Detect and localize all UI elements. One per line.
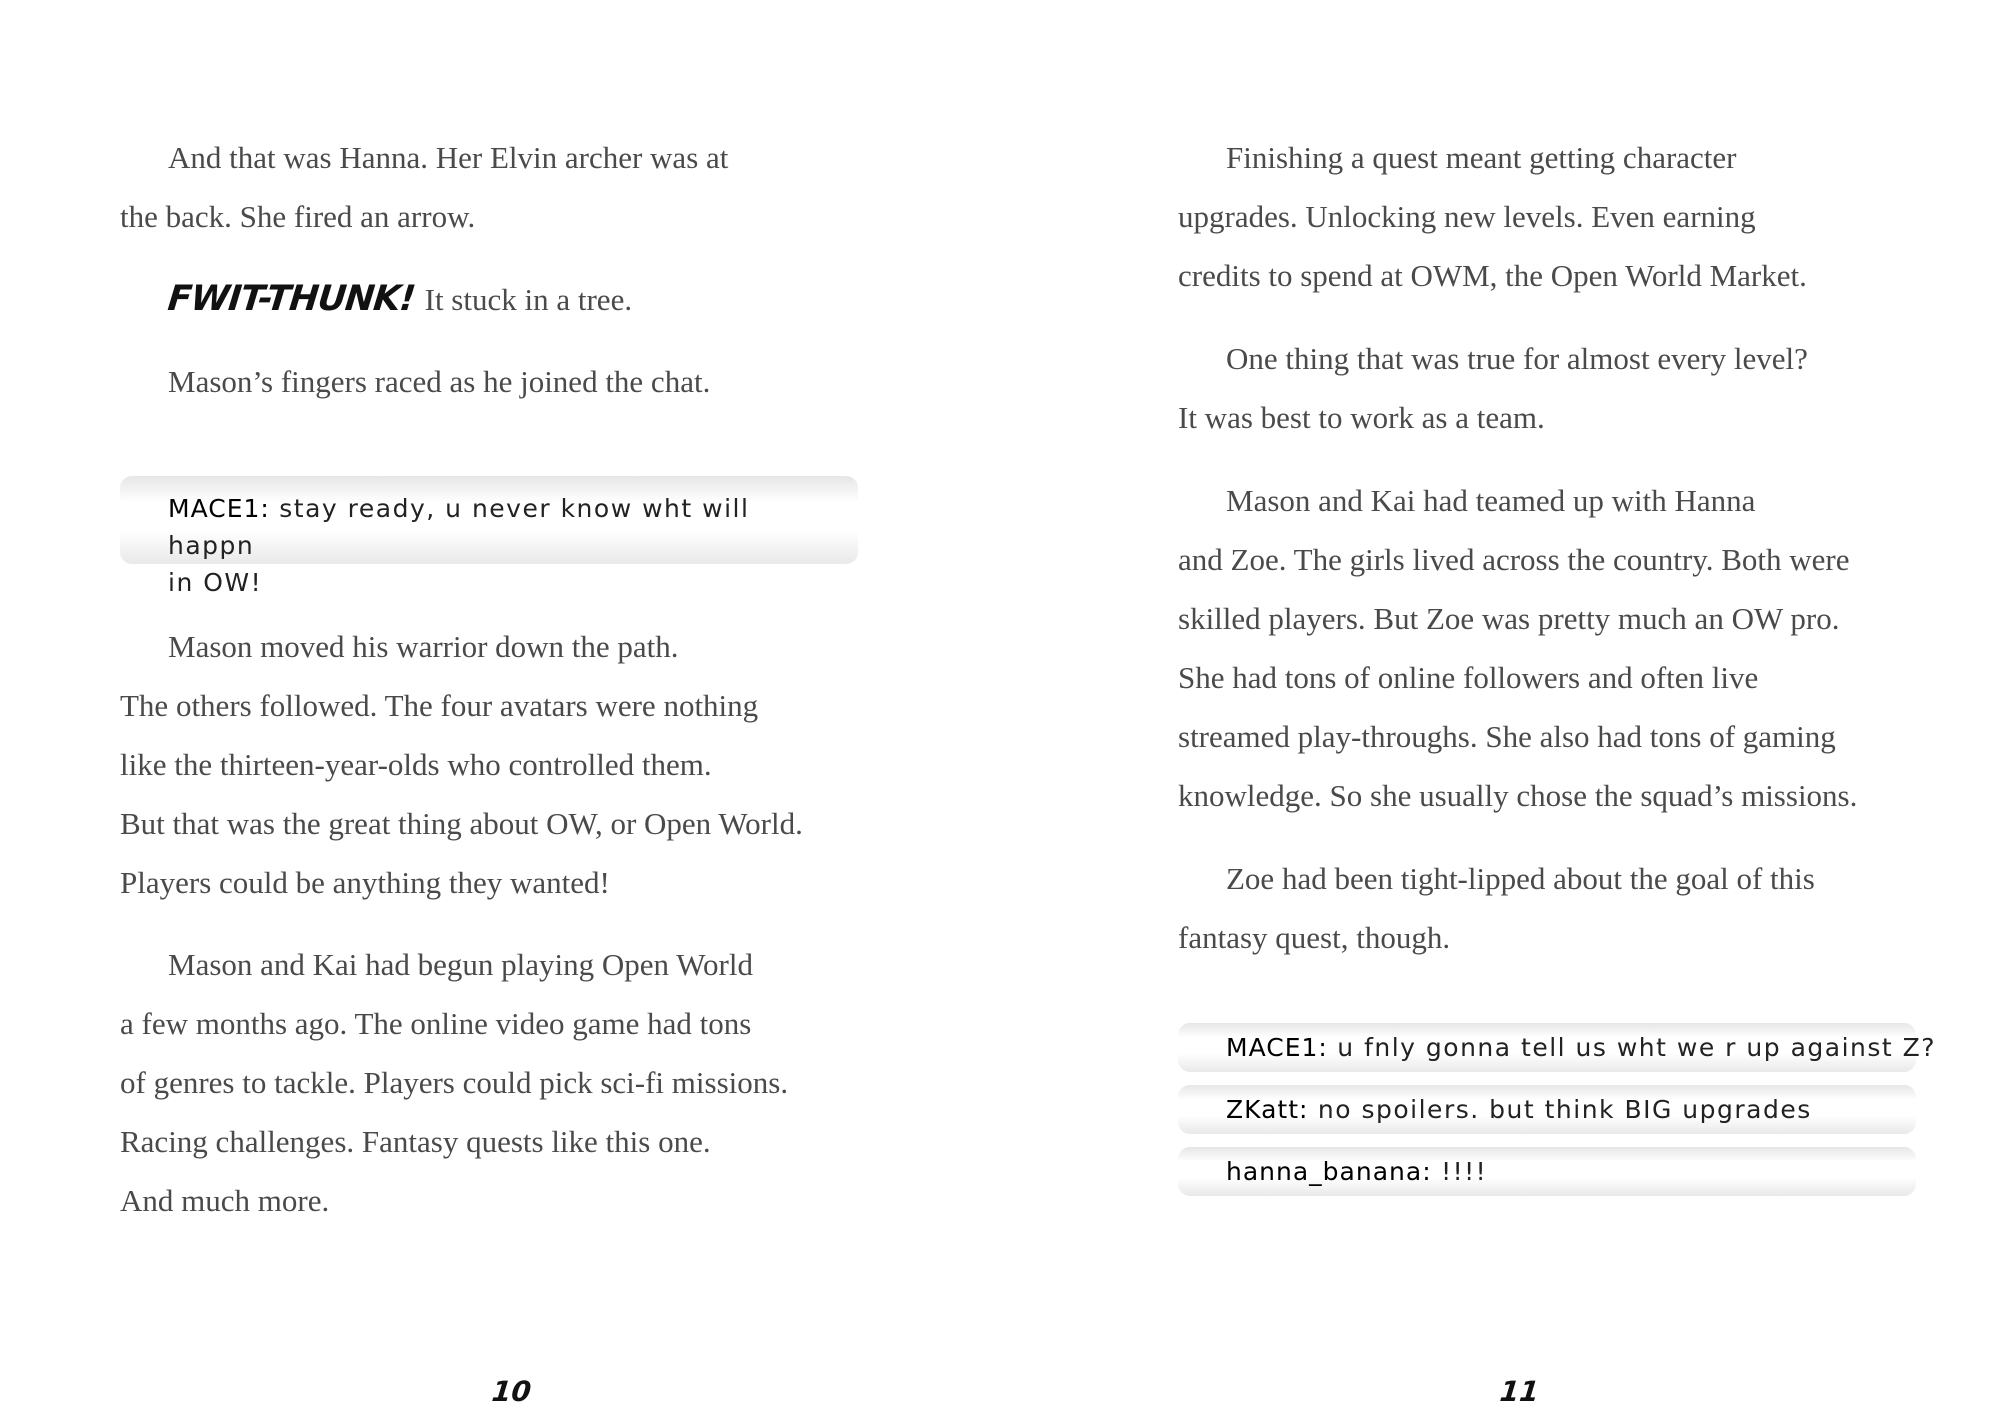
paragraph-line: She had tons of online followers and often live xyxy=(1178,660,1759,695)
paragraph-line: Mason and Kai had begun playing Open World xyxy=(168,947,753,982)
sound-effect-line xyxy=(120,270,865,329)
chat-username: MACE1: xyxy=(168,494,270,523)
paragraph-line: the back. She fired an arrow. xyxy=(120,199,476,234)
paragraph-open-world xyxy=(120,935,865,1230)
sound-effect-text: FWIT-THUNK! xyxy=(165,279,417,319)
chat-username: MACE1: xyxy=(1226,1033,1328,1062)
chat-message-mace1 xyxy=(1178,1023,1937,1072)
paragraph-line: credits to spend at OWM, the Open World Market. xyxy=(1178,258,1807,293)
chat-message-mace1 xyxy=(120,476,858,597)
left-page xyxy=(120,0,865,1428)
paragraph-line: skilled players. But Zoe was pretty much an OW pro. xyxy=(1178,601,1840,636)
chat-text: u fnly gonna tell us wht we r up against Z? xyxy=(1337,1033,1937,1062)
paragraph-line: One thing that was true for almost every level? xyxy=(1226,341,1808,376)
paragraph-line: It was best to work as a team. xyxy=(1178,400,1545,435)
chat-message-hanna xyxy=(1178,1147,1916,1196)
paragraph-line: like the thirteen-year-olds who controlled them. xyxy=(120,747,712,782)
paragraph-team-members xyxy=(1178,471,1923,825)
sound-effect-tail: It stuck in a tree. xyxy=(424,282,633,317)
page-number: 11 xyxy=(1498,1375,1541,1408)
paragraph-line: But that was the great thing about OW, or Open World. xyxy=(120,806,803,841)
paragraph-line: And that was Hanna. Her Elvin archer was at xyxy=(168,140,729,175)
paragraph-line: and Zoe. The girls lived across the country. Both were xyxy=(1178,542,1850,577)
paragraph-line: Racing challenges. Fantasy quests like this one. xyxy=(120,1124,711,1159)
paragraph-zoe-quest xyxy=(1178,849,1923,967)
paragraph-line: Mason moved his warrior down the path. xyxy=(168,629,679,664)
chat-text: no spoilers. but think BIG upgrades xyxy=(1317,1095,1812,1124)
paragraph-line: upgrades. Unlocking new levels. Even earning xyxy=(1178,199,1756,234)
paragraph-line: of genres to tackle. Players could pick sci-fi missions. xyxy=(120,1065,789,1100)
paragraph-line: And much more. xyxy=(120,1183,330,1218)
paragraph-hanna-archer xyxy=(120,128,865,246)
paragraph-mason-chat xyxy=(120,352,865,411)
chat-username: hanna_banana: xyxy=(1226,1157,1432,1186)
chat-message-zkatt xyxy=(1178,1085,1916,1134)
chat-text: !!!! xyxy=(1441,1157,1488,1186)
paragraph-line: streamed play-throughs. She also had tons of gaming xyxy=(1178,719,1836,754)
paragraph-line: The others followed. The four avatars were nothing xyxy=(120,688,759,723)
paragraph-teamwork xyxy=(1178,329,1923,447)
paragraph-line: Mason and Kai had teamed up with Hanna xyxy=(1226,483,1756,518)
paragraph-line: Players could be anything they wanted! xyxy=(120,865,610,900)
right-page xyxy=(1178,0,1937,1428)
chat-text: stay ready, u never know wht will happn xyxy=(168,494,750,560)
paragraph-warrior-path xyxy=(120,617,865,912)
paragraph-line: fantasy quest, though. xyxy=(1178,920,1451,955)
paragraph-line: knowledge. So she usually chose the squad’s missions. xyxy=(1178,778,1858,813)
paragraph-quest-upgrades xyxy=(1178,128,1923,305)
page-number: 10 xyxy=(490,1375,533,1408)
chat-text-continued: in OW! xyxy=(168,568,263,597)
chat-username: ZKatt: xyxy=(1226,1095,1309,1124)
paragraph-line: a few months ago. The online video game had tons xyxy=(120,1006,752,1041)
paragraph-line: Zoe had been tight-lipped about the goal of this xyxy=(1226,861,1815,896)
paragraph-line: Finishing a quest meant getting character xyxy=(1226,140,1737,175)
paragraph-line: Mason’s fingers raced as he joined the chat. xyxy=(168,364,711,399)
